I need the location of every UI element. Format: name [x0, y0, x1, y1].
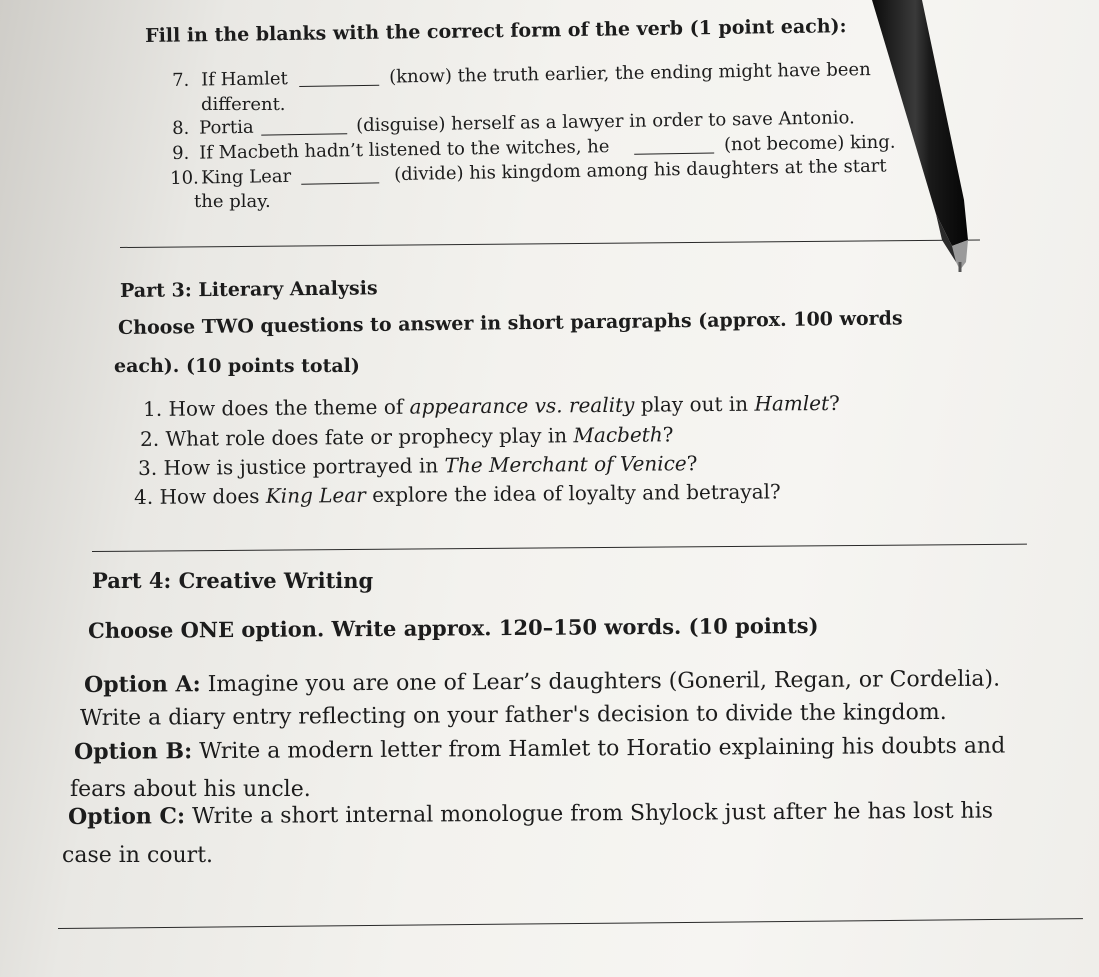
q8-after: (disguise) herself as a lawyer in order to save Antonio.: [355, 107, 855, 137]
p3q1-text-c: play out in: [634, 391, 755, 417]
part3-instructions-line1: Choose TWO questions to answer in short paragraphs (approx. 100 words: [117, 307, 903, 339]
option-b-line1: [74, 734, 1005, 764]
p3q2-number: 2.: [139, 426, 160, 451]
option-b-label: Option B:: [73, 738, 193, 765]
q9-before: If Macbeth hadn’t listened to the witches, he: [198, 136, 610, 164]
divider-2: [92, 544, 1027, 552]
divider-3: [58, 918, 1083, 929]
option-c-line2: case in court.: [62, 843, 214, 868]
q10-after: (divide) his kingdom among his daughters at the start: [393, 155, 887, 186]
q7-after: (know) the truth earlier, the ending might have been: [388, 59, 871, 88]
q10-number: 10.: [169, 167, 199, 189]
p3q3-number: 3.: [137, 455, 158, 480]
q8-before: Portia: [198, 116, 254, 139]
q8-number: 8.: [171, 117, 190, 139]
p3q3-text-a: How is justice portrayed in: [163, 453, 445, 480]
verbs-heading: Fill in the blanks with the correct form of the verb (1 point each):: [144, 15, 847, 47]
p3q4-text-c: explore the idea of loyalty and betrayal?: [365, 479, 781, 507]
q7-number: 7.: [171, 69, 190, 91]
option-a-label: Option A:: [83, 671, 201, 698]
option-a-line2: Write a diary entry reflecting on your father's decision to divide the kingdom.: [79, 699, 947, 731]
p3q4-text-b: King Lear: [265, 482, 366, 508]
option-b-text1: Write a modern letter from Hamlet to Horatio explaining his doubts and: [192, 733, 1006, 765]
option-c-line1: [68, 800, 993, 829]
p3q2-text-b: Macbeth: [573, 422, 663, 448]
q8-blank[interactable]: [261, 119, 347, 136]
part4-title: Part 4: Creative Writing: [92, 568, 374, 593]
p3q1-text-b: appearance vs. reality: [409, 392, 635, 419]
p3q1-text-a: How does the theme of: [168, 394, 410, 421]
option-a-line1: [84, 668, 1000, 697]
part4-instructions: Choose ONE option. Write approx. 120–150 words. (10 points): [87, 612, 819, 643]
q9-blank[interactable]: [634, 138, 714, 155]
q10-continuation: the play.: [194, 191, 271, 212]
p3q4-number: 4.: [133, 484, 154, 509]
part3-instructions-line2: each). (10 points total): [114, 355, 360, 377]
option-c-text1: Write a short internal monologue from Shylock just after he has lost his: [185, 798, 994, 830]
q10-before: King Lear: [200, 165, 292, 189]
q9-number: 9.: [171, 142, 190, 164]
q10-blank[interactable]: [301, 168, 379, 185]
p3q1-text-e: ?: [828, 390, 840, 416]
p3q3-text-b: The Merchant of Venice: [444, 451, 687, 478]
p3q3-text-c: ?: [686, 451, 698, 476]
p3q2-text-c: ?: [662, 422, 674, 447]
divider-1: [120, 239, 980, 248]
q7-blank[interactable]: [299, 71, 379, 88]
q7-continuation: different.: [201, 94, 286, 115]
p3q1-number: 1.: [142, 396, 163, 421]
pen-icon: [860, 0, 1000, 290]
p3q4-text-a: How does: [159, 483, 266, 509]
p3q1-text-d: Hamlet: [754, 391, 830, 416]
q7-before: If Hamlet: [200, 68, 288, 91]
part3-question-2: [140, 424, 673, 449]
part3-title: Part 3: Literary Analysis: [119, 277, 378, 302]
option-c-label: Option C:: [67, 803, 186, 830]
option-b-line2: fears about his uncle.: [70, 777, 311, 802]
q9-after: (not become) king.: [723, 131, 896, 156]
part3-question-3: [138, 453, 697, 478]
p3q2-text-a: What role does fate or prophecy play in: [165, 423, 574, 451]
option-a-text1: Imagine you are one of Lear’s daughters (Goneril, Regan, or Cordelia).: [200, 666, 1001, 698]
part3-question-4: [134, 481, 781, 507]
part3-question-1: [142, 390, 840, 421]
